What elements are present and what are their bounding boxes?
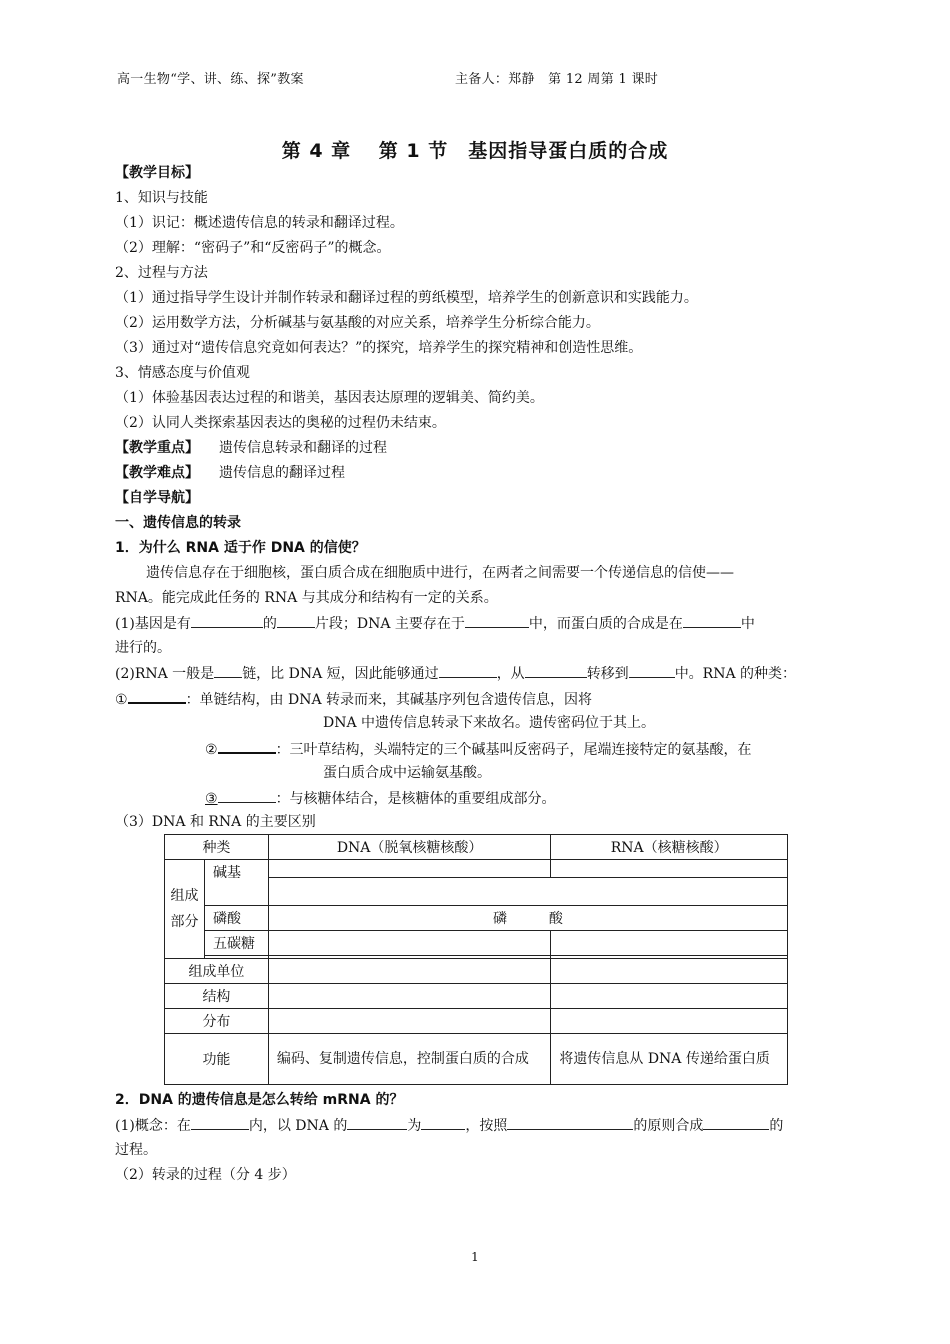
cell-phosphate: 磷 酸 xyxy=(268,906,787,931)
objectives-heading: 【教学目标】 xyxy=(115,165,199,181)
cell-rna-sugar[interactable] xyxy=(551,931,788,956)
cell-rna-distribution[interactable] xyxy=(551,1009,788,1034)
objective-1-2: （2）理解：“密码子”和“反密码子”的概念。 xyxy=(115,240,391,256)
rna-type-3-text: ：与核糖体结合，是核糖体的重要组成部分。 xyxy=(275,791,556,807)
fill-blank[interactable] xyxy=(218,738,276,754)
q2-item-1-text-d: ，按照 xyxy=(465,1118,508,1134)
objective-2-1: （1）通过指导学生设计并制作转录和翻译过程的剪纸模型，培养学生的创新意识和实践能力。 xyxy=(115,290,698,306)
q1-item-1-text-b: 的 xyxy=(262,616,277,632)
objective-3-1: （1）体验基因表达过程的和谐美，基因表达原理的逻辑美、简约美。 xyxy=(115,390,544,406)
q2-item-1-text-b: 内，以 DNA 的 xyxy=(248,1118,348,1134)
fill-blank[interactable] xyxy=(218,788,276,803)
question-2-heading: 2．DNA 的遗传信息是怎么转给 mRNA 的？ xyxy=(115,1092,404,1108)
cell-rna-base[interactable] xyxy=(551,860,788,878)
q2-item-1-text-e: 的原则合成 xyxy=(633,1118,704,1134)
rna-type-1-cont: DNA 中遗传信息转录下来故名。遗传密码位于其上。 xyxy=(323,715,656,731)
fill-blank[interactable] xyxy=(703,1115,769,1130)
self-study-heading: 【自学导航】 xyxy=(115,490,199,506)
fill-blank[interactable] xyxy=(507,1115,633,1130)
cell-dna-base[interactable] xyxy=(268,860,551,878)
fill-blank[interactable] xyxy=(421,1115,465,1130)
fill-blank[interactable] xyxy=(439,663,497,678)
cell-rna-unit[interactable] xyxy=(551,959,788,984)
table-row xyxy=(165,1009,788,1034)
question-1-heading: 1．为什么 RNA 适于作 DNA 的信使？ xyxy=(115,540,366,556)
q1-item-1-text-e: 中 xyxy=(740,616,755,632)
cell-rna-structure[interactable] xyxy=(551,984,788,1009)
row-label-structure: 结构 xyxy=(165,984,269,1009)
q1-item-3: （3）DNA 和 RNA 的主要区别 xyxy=(115,814,316,830)
q1-item-2-text-b: 链，比 DNA 短，因此能够通过 xyxy=(242,666,439,682)
table-row xyxy=(165,931,788,956)
rna-type-2 xyxy=(205,738,752,760)
difficult-point-text: 遗传信息的翻译过程 xyxy=(219,465,345,481)
cell-dna-structure[interactable] xyxy=(268,984,551,1009)
cell-dna-function: 编码、复制遗传信息，控制蛋白质的合成 xyxy=(268,1034,551,1085)
q2-item-1 xyxy=(115,1115,783,1136)
table-row xyxy=(165,906,788,931)
difficult-point xyxy=(115,463,345,483)
rna-type-2-number: ② xyxy=(205,742,218,758)
q1-item-1-cont: 进行的。 xyxy=(115,640,171,656)
q1-intro-line-1: 遗传信息存在于细胞核，蛋白质合成在细胞质中进行，在两者之间需要一个传递信息的信使—— xyxy=(146,565,734,581)
q1-item-2 xyxy=(115,663,796,684)
rna-type-2-text: ：三叶草结构，头端特定的三个碱基叫反密码子，尾端连接特定的氨基酸，在 xyxy=(275,742,752,758)
objective-1-1: （1）识记：概述遗传信息的转录和翻译过程。 xyxy=(115,215,404,231)
key-point-text: 遗传信息转录和翻译的过程 xyxy=(219,440,387,456)
cell-base-common[interactable] xyxy=(268,878,787,906)
group-label: 组成部分 xyxy=(165,860,205,959)
q1-item-2-text-c: ，从 xyxy=(496,666,525,682)
q2-item-1-text-c: 为 xyxy=(407,1118,422,1134)
fill-blank[interactable] xyxy=(191,1115,249,1130)
objective-section-3: 3、情感态度与价值观 xyxy=(115,365,250,381)
rna-type-3 xyxy=(205,788,556,809)
q1-item-1-text-c: 片段；DNA 主要存在于 xyxy=(314,616,465,632)
fill-blank[interactable] xyxy=(465,613,529,628)
table-row xyxy=(165,984,788,1009)
q1-item-1 xyxy=(115,613,755,634)
key-point-label: 【教学重点】 xyxy=(115,440,199,456)
table-row xyxy=(165,860,788,878)
header-rna: RNA（核糖核酸） xyxy=(551,835,788,860)
fill-blank[interactable] xyxy=(191,613,263,628)
table-row xyxy=(165,1034,788,1085)
fill-blank[interactable] xyxy=(277,613,315,628)
row-label-distribution: 分布 xyxy=(165,1009,269,1034)
q1-item-1-text-d: 中，而蛋白质的合成是在 xyxy=(528,616,683,632)
objective-section-1: 1、知识与技能 xyxy=(115,190,208,206)
page-title: 第 4 章 第 1 节 基因指导蛋白质的合成 xyxy=(281,140,669,162)
rna-type-2-cont: 蛋白质合成中运输氨基酸。 xyxy=(323,765,491,781)
q1-item-2-text-e: 中。RNA 的种类： xyxy=(674,666,797,682)
objective-2-3: （3）通过对“遗传信息究竟如何表达？”的探究，培养学生的探究精神和创造性思维。 xyxy=(115,340,643,356)
q1-item-2-text-a: (2)RNA 一般是 xyxy=(115,666,215,682)
fill-blank[interactable] xyxy=(347,1115,407,1130)
objective-2-2: （2）运用数学方法，分析碱基与氨基酸的对应关系，培养学生分析综合能力。 xyxy=(115,315,600,331)
objective-3-2: （2）认同人类探索基因表达的奥秘的过程仍未结束。 xyxy=(115,415,446,431)
row-label-phosphate: 磷酸 xyxy=(204,906,268,931)
header-right: 主备人：郑静 第 12 周第 1 课时 xyxy=(455,72,659,87)
row-label-function: 功能 xyxy=(165,1034,269,1085)
q1-item-1-text-a: (1)基因是有 xyxy=(115,616,191,632)
header-left: 高一生物“学、讲、练、探”教案 xyxy=(117,72,304,87)
fill-blank[interactable] xyxy=(629,663,675,678)
table-row xyxy=(165,835,788,860)
q1-item-2-text-d: 转移到 xyxy=(586,666,629,682)
cell-dna-sugar[interactable] xyxy=(268,931,551,956)
header-kind: 种类 xyxy=(165,835,269,860)
q1-intro-line-2: RNA。能完成此任务的 RNA 与其成分和结构有一定的关系。 xyxy=(115,590,498,606)
row-label-sugar: 五碳糖 xyxy=(204,931,268,956)
cell-dna-distribution[interactable] xyxy=(268,1009,551,1034)
table-row xyxy=(165,959,788,984)
dna-rna-comparison-table xyxy=(164,834,788,1085)
q2-item-2: （2）转录的过程（分 4 步） xyxy=(115,1167,296,1183)
key-point xyxy=(115,438,387,458)
fill-blank[interactable] xyxy=(128,688,186,704)
page-number: 1 xyxy=(471,1250,479,1264)
q2-item-1-text-f: 的 xyxy=(769,1118,784,1134)
fill-blank[interactable] xyxy=(525,663,587,678)
fill-blank[interactable] xyxy=(214,663,242,678)
objective-section-2: 2、过程与方法 xyxy=(115,265,208,281)
row-label-base: 碱基 xyxy=(204,860,268,906)
rna-type-1-text: ：单链结构，由 DNA 转录而来，其碱基序列包含遗传信息，因将 xyxy=(185,692,593,708)
rna-type-1 xyxy=(115,688,592,710)
q2-item-1-cont: 过程。 xyxy=(115,1142,157,1158)
rna-type-3-number: ③ xyxy=(205,791,218,807)
q2-item-1-text-a: (1)概念：在 xyxy=(115,1118,191,1134)
cell-rna-function: 将遗传信息从 DNA 传递给蛋白质 xyxy=(551,1034,788,1085)
difficult-point-label: 【教学难点】 xyxy=(115,465,199,481)
fill-blank[interactable] xyxy=(683,613,741,628)
cell-dna-unit[interactable] xyxy=(268,959,551,984)
row-label-unit: 组成单位 xyxy=(165,959,269,984)
rna-type-1-number: ① xyxy=(115,692,128,708)
header-dna: DNA（脱氧核糖核酸） xyxy=(268,835,551,860)
part-1-heading: 一、遗传信息的转录 xyxy=(115,515,241,531)
